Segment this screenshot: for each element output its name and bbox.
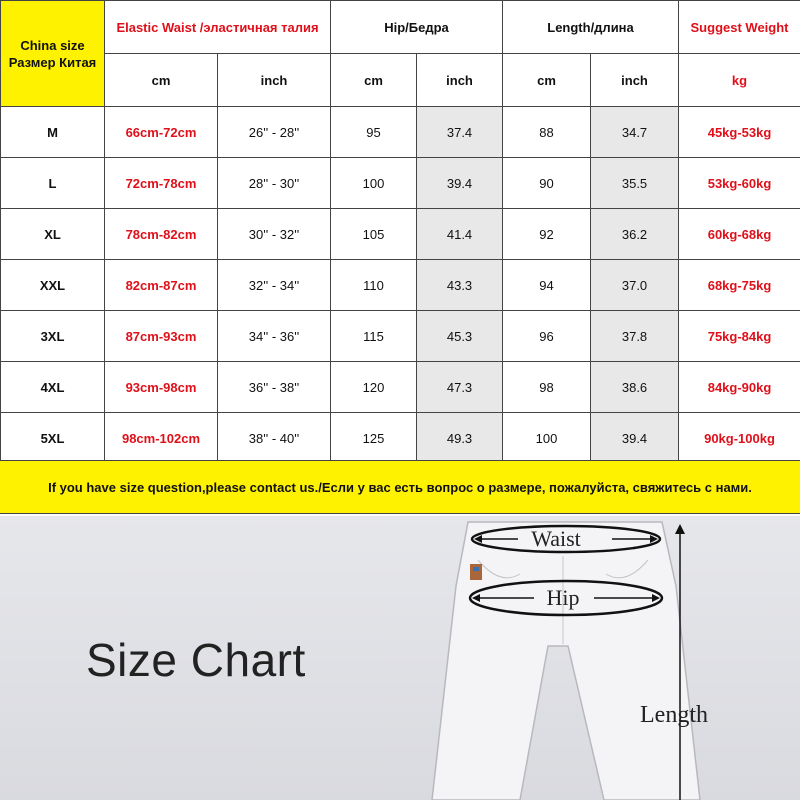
table-row <box>1 311 800 362</box>
length-inch-cell: 36.2 <box>591 209 679 260</box>
length-cm-cell: 90 <box>503 158 591 209</box>
waist-cm-unit: cm <box>105 54 218 107</box>
table-row <box>1 413 800 464</box>
waist-inch-cell: 32'' - 34'' <box>218 260 331 311</box>
waist-label: Waist <box>531 526 581 551</box>
pants-outline <box>432 522 700 800</box>
waist-inch-cell: 34'' - 36'' <box>218 311 331 362</box>
size-cell: L <box>1 158 105 209</box>
waist-cm-cell: 98cm-102cm <box>105 413 218 464</box>
weight-cell: 68kg-75kg <box>679 260 800 311</box>
hip-cm-cell: 125 <box>331 413 417 464</box>
waist-inch-cell: 38'' - 40'' <box>218 413 331 464</box>
weight-cell: 60kg-68kg <box>679 209 800 260</box>
waist-cm-cell: 87cm-93cm <box>105 311 218 362</box>
size-chart-title: Size Chart <box>86 634 306 686</box>
weight-cell: 75kg-84kg <box>679 311 800 362</box>
length-cm-cell: 88 <box>503 107 591 158</box>
contact-notice: If you have size question,please contact us./Если у вас есть вопрос о размере, пожалуйста, свяжитесь с нами. <box>0 460 800 514</box>
hip-inch-cell: 49.3 <box>417 413 503 464</box>
weight-cell: 53kg-60kg <box>679 158 800 209</box>
pants-label-tag <box>470 564 482 580</box>
hip-cm-cell: 110 <box>331 260 417 311</box>
length-inch-cell: 34.7 <box>591 107 679 158</box>
hip-inch-cell: 41.4 <box>417 209 503 260</box>
size-cell: XL <box>1 209 105 260</box>
china-size-header <box>1 1 105 107</box>
length-inch-cell: 37.0 <box>591 260 679 311</box>
length-inch-cell: 38.6 <box>591 362 679 413</box>
length-header: Length/длина <box>503 1 679 54</box>
hip-inch-unit: inch <box>417 54 503 107</box>
hip-cm-cell: 95 <box>331 107 417 158</box>
table-row <box>1 158 800 209</box>
length-cm-cell: 98 <box>503 362 591 413</box>
weight-cell: 45kg-53kg <box>679 107 800 158</box>
length-inch-cell: 39.4 <box>591 413 679 464</box>
waist-cm-cell: 72cm-78cm <box>105 158 218 209</box>
length-cm-unit: cm <box>503 54 591 107</box>
length-inch-unit: inch <box>591 54 679 107</box>
size-cell: M <box>1 107 105 158</box>
hip-inch-cell: 39.4 <box>417 158 503 209</box>
hip-inch-cell: 43.3 <box>417 260 503 311</box>
waist-cm-cell: 78cm-82cm <box>105 209 218 260</box>
hip-label: Hip <box>546 585 580 610</box>
hip-cm-unit: cm <box>331 54 417 107</box>
length-cm-cell: 96 <box>503 311 591 362</box>
size-cell: 5XL <box>1 413 105 464</box>
size-cell: 3XL <box>1 311 105 362</box>
hip-cm-cell: 120 <box>331 362 417 413</box>
size-cell: 4XL <box>1 362 105 413</box>
length-label: Length <box>640 702 708 728</box>
hip-inch-cell: 47.3 <box>417 362 503 413</box>
table-row <box>1 209 800 260</box>
waist-cm-cell: 66cm-72cm <box>105 107 218 158</box>
table-row <box>1 260 800 311</box>
waist-inch-unit: inch <box>218 54 331 107</box>
table-row <box>1 362 800 413</box>
hip-inch-cell: 37.4 <box>417 107 503 158</box>
waist-inch-cell: 26'' - 28'' <box>218 107 331 158</box>
length-cm-cell: 94 <box>503 260 591 311</box>
china-size-header-ru: Размер Китая <box>8 54 97 70</box>
length-cm-cell: 100 <box>503 413 591 464</box>
hip-cm-cell: 115 <box>331 311 417 362</box>
weight-cell: 90kg-100kg <box>679 413 800 464</box>
weight-header: Suggest Weight <box>679 1 800 54</box>
waist-cm-cell: 82cm-87cm <box>105 260 218 311</box>
header-row <box>1 1 800 54</box>
length-cm-cell: 92 <box>503 209 591 260</box>
china-size-header-en: China size <box>20 37 85 53</box>
waist-header: Elastic Waist /эластичная талия <box>105 1 331 54</box>
waist-cm-cell: 93cm-98cm <box>105 362 218 413</box>
hip-cm-cell: 100 <box>331 158 417 209</box>
waist-inch-cell: 36'' - 38'' <box>218 362 331 413</box>
length-inch-cell: 35.5 <box>591 158 679 209</box>
length-inch-cell: 37.8 <box>591 311 679 362</box>
hip-cm-cell: 105 <box>331 209 417 260</box>
weight-cell: 84kg-90kg <box>679 362 800 413</box>
unit-row <box>1 54 800 107</box>
measurement-diagram <box>0 516 800 800</box>
hip-inch-cell: 45.3 <box>417 311 503 362</box>
waist-inch-cell: 30'' - 32'' <box>218 209 331 260</box>
hip-header: Hip/Бедра <box>331 1 503 54</box>
waist-inch-cell: 28'' - 30'' <box>218 158 331 209</box>
size-cell: XXL <box>1 260 105 311</box>
weight-kg-unit: kg <box>679 54 800 107</box>
table-row <box>1 107 800 158</box>
